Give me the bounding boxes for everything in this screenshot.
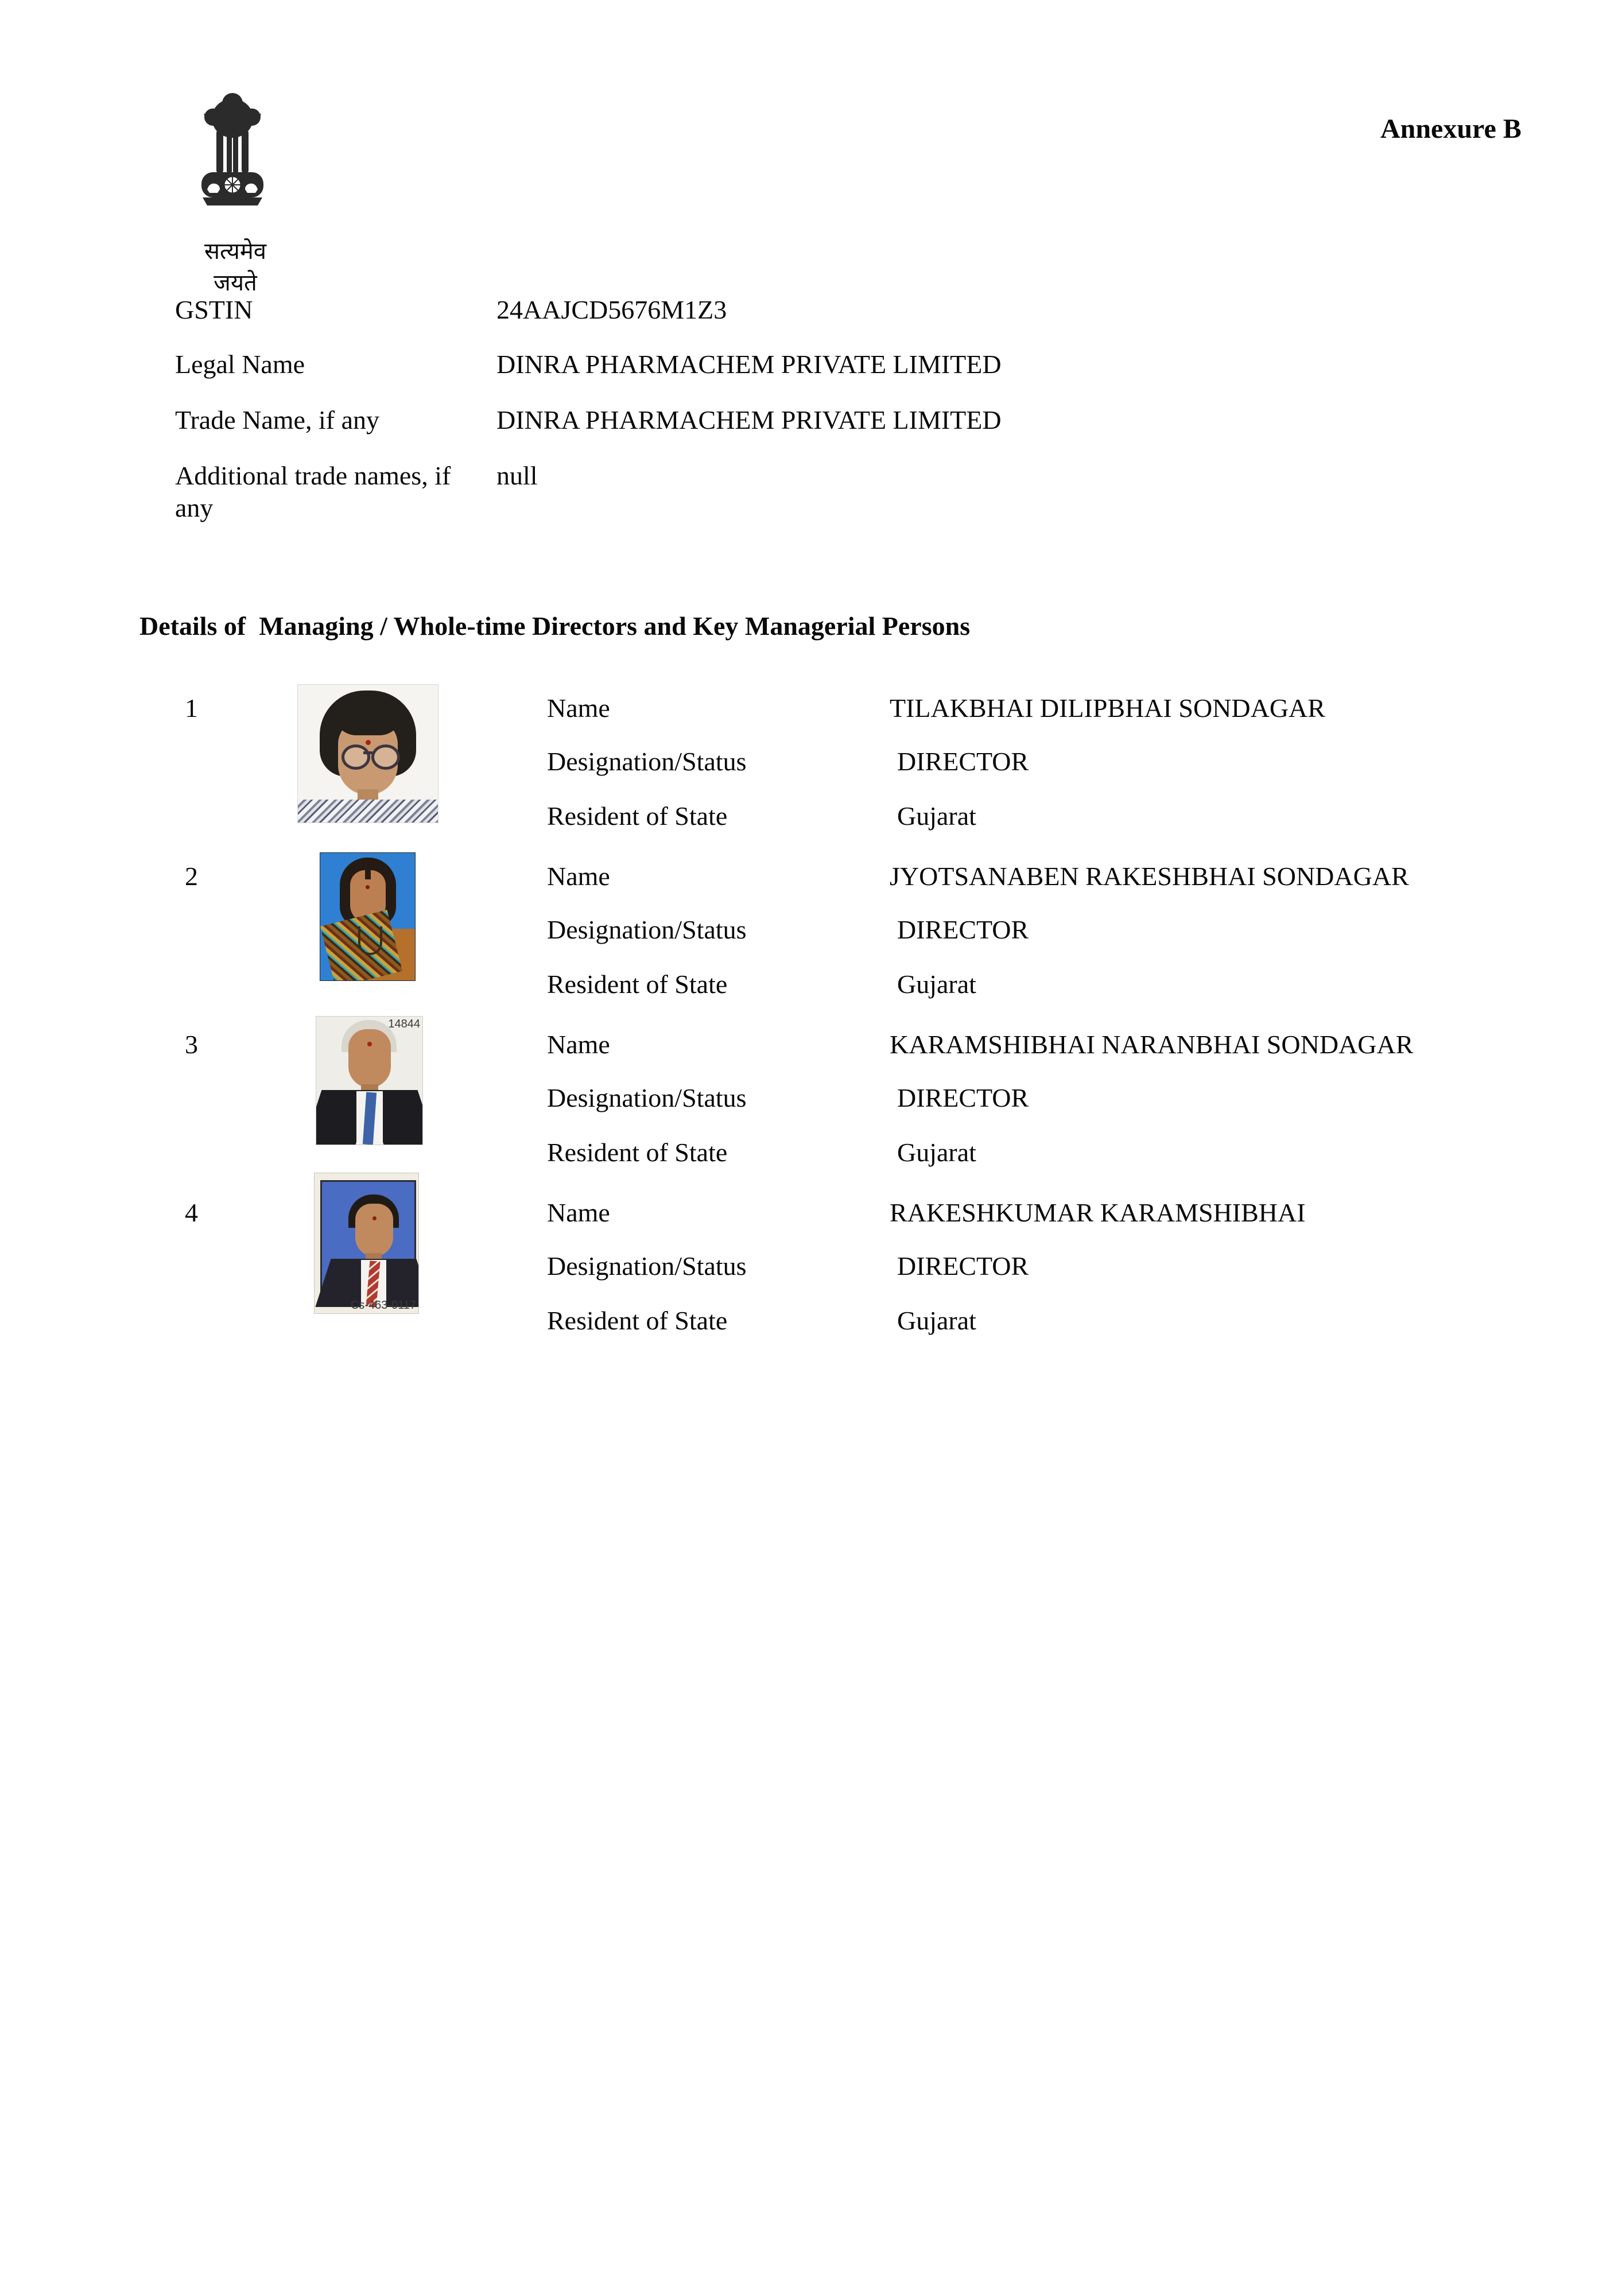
director-resident: Gujarat — [897, 801, 976, 831]
photo-background — [320, 1180, 416, 1302]
additional-trade-names-value: null — [496, 461, 538, 490]
director-resident: Gujarat — [897, 969, 976, 999]
resident-label: Resident of State — [547, 801, 728, 831]
photo-bindi — [366, 740, 371, 745]
photo-face — [348, 1029, 391, 1088]
national-emblem-icon — [188, 85, 277, 228]
photo-face — [355, 1204, 393, 1256]
resident-label: Resident of State — [547, 1138, 728, 1167]
emblem-caption: सत्यमेव जयते — [204, 238, 266, 296]
name-label: Name — [547, 1198, 610, 1227]
designation-label: Designation/Status — [547, 915, 747, 944]
designation-label: Designation/Status — [547, 1083, 747, 1112]
photo-glasses-bridge — [363, 751, 372, 754]
director-index: 4 — [185, 1198, 198, 1227]
designation-label: Designation/Status — [547, 747, 747, 776]
trade-name-value: DINRA PHARMACHEM PRIVATE LIMITED — [496, 405, 1002, 435]
gstin-label: GSTIN — [175, 295, 253, 324]
director-resident: Gujarat — [897, 1138, 976, 1167]
name-label: Name — [547, 862, 610, 891]
director-index: 3 — [185, 1030, 198, 1059]
photo-bindi — [366, 885, 370, 889]
director-name: KARAMSHIBHAI NARANBHAI SONDAGAR — [890, 1030, 1414, 1059]
photo-bindi — [367, 1042, 372, 1046]
director-name: RAKESHKUMAR KARAMSHIBHAI — [890, 1198, 1306, 1227]
resident-label: Resident of State — [547, 969, 728, 999]
additional-trade-names-label: Additional trade names, if any — [175, 461, 451, 523]
name-label: Name — [547, 693, 610, 723]
director-index: 2 — [185, 862, 198, 891]
director-name: TILAKBHAI DILIPBHAI SONDAGAR — [890, 693, 1325, 723]
director-name: JYOTSANABEN RAKESHBHAI SONDAGAR — [890, 862, 1409, 891]
section-heading: Details of Managing / Whole-time Directors and Key Managerial Persons — [139, 611, 971, 641]
director-photo — [297, 684, 439, 823]
annexure-label: Annexure B — [1380, 114, 1522, 144]
director-designation: DIRECTOR — [897, 1083, 1029, 1112]
director-designation: DIRECTOR — [897, 747, 1029, 776]
director-photo — [316, 1016, 423, 1145]
director-index: 1 — [185, 693, 198, 723]
legal-name-value: DINRA PHARMACHEM PRIVATE LIMITED — [496, 350, 1002, 379]
gstin-value: 24AAJCD5676M1Z3 — [496, 295, 727, 324]
photo-bindi — [372, 1216, 377, 1220]
photo-necklace — [358, 926, 382, 955]
director-photo — [320, 852, 416, 981]
photo-glasses-right — [371, 744, 400, 770]
photo-code-label: 14844 — [388, 1018, 420, 1030]
trade-name-label: Trade Name, if any — [175, 405, 379, 435]
designation-label: Designation/Status — [547, 1251, 747, 1281]
photo-hair-part — [365, 864, 371, 879]
photo-shirt — [298, 800, 438, 823]
legal-name-label: Legal Name — [175, 350, 305, 379]
director-photo — [314, 1173, 419, 1314]
resident-label: Resident of State — [547, 1306, 728, 1335]
director-designation: DIRECTOR — [897, 915, 1029, 944]
director-designation: DIRECTOR — [897, 1251, 1029, 1281]
name-label: Name — [547, 1030, 610, 1059]
director-resident: Gujarat — [897, 1306, 976, 1335]
photo-code-label: Cs-463-0117 — [350, 1299, 416, 1312]
photo-glasses-left — [342, 744, 370, 770]
